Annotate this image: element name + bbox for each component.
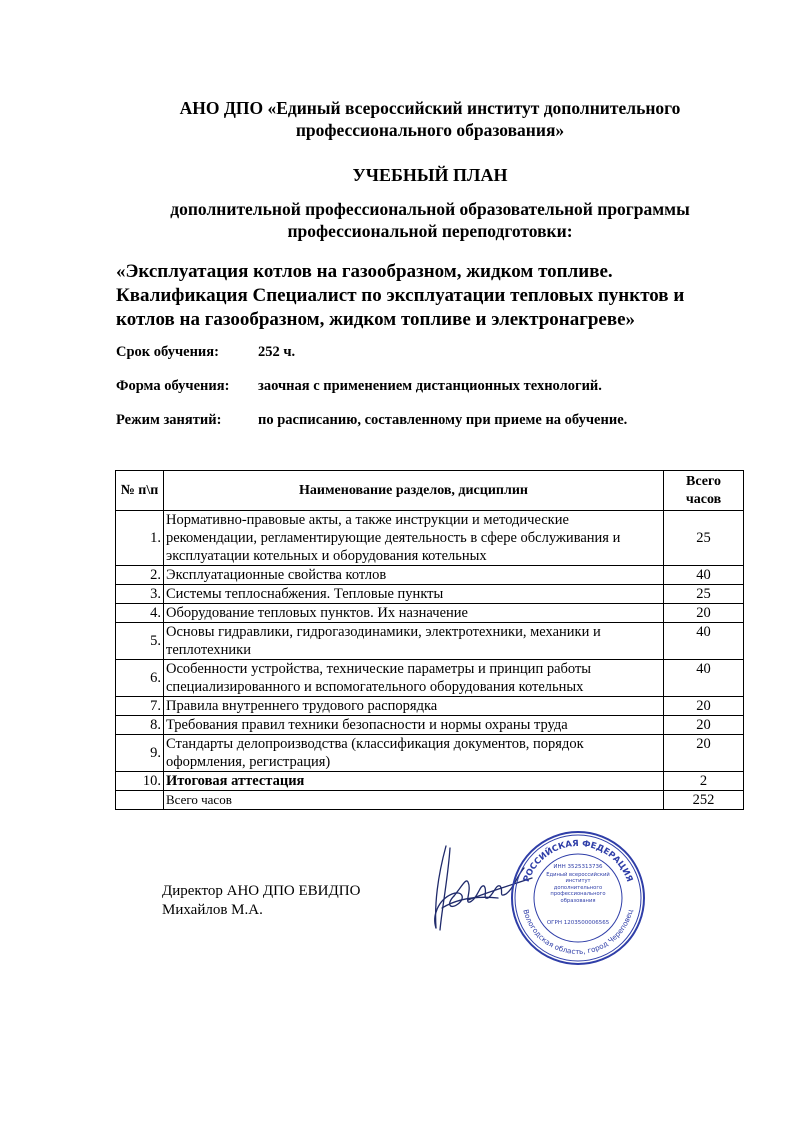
curriculum-table xyxy=(115,470,744,810)
row-number: 1. xyxy=(116,511,164,566)
table-row xyxy=(116,604,744,623)
row-hours: 2 xyxy=(664,772,744,791)
study-form-value: заочная с применением дистанционных технологий. xyxy=(258,378,602,394)
row-hours: 40 xyxy=(664,660,744,697)
total-row xyxy=(116,791,744,810)
table-row xyxy=(116,585,744,604)
program-type-line2: профессиональной переподготовки: xyxy=(287,221,573,241)
table-row xyxy=(116,660,744,697)
organization-title-line2: профессионального образования» xyxy=(295,120,565,140)
stamp-country-text: РОССИЙСКАЯ ФЕДЕРАЦИЯ xyxy=(521,838,635,884)
row-hours: 40 xyxy=(664,623,744,660)
table-row xyxy=(116,511,744,566)
row-discipline: Эксплуатационные свойства котлов xyxy=(164,566,664,585)
duration-row xyxy=(116,343,756,361)
schedule-row xyxy=(116,411,756,429)
organization-stamp xyxy=(508,828,648,968)
row-hours: 40 xyxy=(664,566,744,585)
duration-label: Срок обучения: xyxy=(116,344,219,360)
program-name-line3: котлов на газообразном, жидком топливе и электронагреве» xyxy=(116,309,636,330)
total-label: Всего часов xyxy=(164,791,664,810)
row-discipline: Системы теплоснабжения. Тепловые пункты xyxy=(164,585,664,604)
row-number: 7. xyxy=(116,697,164,716)
organization-title xyxy=(60,97,800,141)
header-number: № п\п xyxy=(116,471,164,511)
stamp-city-text: Вологодская область, город Череповец xyxy=(521,908,635,957)
schedule-label: Режим занятий: xyxy=(116,412,222,428)
row-discipline: Нормативно-правовые акты, а также инструкции и методические рекомендации, регламентирующие деятельность в сфере обслуживания и эксплуатации котельных и оборудования котельных xyxy=(164,511,664,566)
director-position: Директор АНО ДПО ЕВИДПО xyxy=(162,883,361,899)
header-discipline: Наименование разделов, дисциплин xyxy=(164,471,664,511)
header-hours xyxy=(664,471,744,511)
row-hours: 20 xyxy=(664,735,744,772)
row-discipline: Правила внутреннего трудового распорядка xyxy=(164,697,664,716)
row-discipline: Особенности устройства, технические параметры и принцип работы специализированного и вспомогательного оборудования котельных xyxy=(164,660,664,697)
table-row xyxy=(116,623,744,660)
row-discipline: Оборудование тепловых пунктов. Их назначение xyxy=(164,604,664,623)
stamp-org-text-container xyxy=(544,872,612,914)
row-number: 6. xyxy=(116,660,164,697)
row-discipline: Требования правил техники безопасности и нормы охраны труда xyxy=(164,716,664,735)
header-hours-line2: часов xyxy=(685,491,722,507)
table-row xyxy=(116,772,744,791)
document-title: УЧЕБНЫЙ ПЛАН xyxy=(352,165,508,185)
row-number: 8. xyxy=(116,716,164,735)
svg-text:Вологодская область, город Чер xyxy=(521,908,634,956)
row-number: 5. xyxy=(116,623,164,660)
schedule-value: по расписанию, составленному при приеме на обучение. xyxy=(258,412,628,428)
table-row xyxy=(116,735,744,772)
program-type-line1: дополнительной профессиональной образовательной программы xyxy=(170,199,690,219)
row-discipline: Стандарты делопроизводства (классификация документов, порядок оформления, регистрация) xyxy=(164,735,664,772)
total-hours: 252 xyxy=(664,791,744,810)
row-number: 10. xyxy=(116,772,164,791)
total-number xyxy=(116,791,164,810)
program-name-line2: Квалификация Специалист по эксплуатации тепловых пунктов и xyxy=(116,285,685,306)
table-row xyxy=(116,566,744,585)
row-discipline: Основы гидравлики, гидрогазодинамики, электротехники, механики и теплотехники xyxy=(164,623,664,660)
table-row xyxy=(116,697,744,716)
duration-value: 252 ч. xyxy=(258,344,296,360)
program-type xyxy=(60,198,800,242)
header-hours-line1: Всего xyxy=(686,473,721,489)
stamp-org-text: Единый всероссийский институт дополнительного профессионального образования xyxy=(546,872,610,904)
row-discipline: Итоговая аттестация xyxy=(164,772,664,791)
row-number: 4. xyxy=(116,604,164,623)
row-hours: 20 xyxy=(664,604,744,623)
program-name xyxy=(116,260,756,332)
row-number: 2. xyxy=(116,566,164,585)
director-name: Михайлов М.А. xyxy=(162,902,263,918)
program-name-line1: «Эксплуатация котлов на газообразном, жидком топливе. xyxy=(116,261,613,282)
row-number: 9. xyxy=(116,735,164,772)
row-hours: 20 xyxy=(664,716,744,735)
row-number: 3. xyxy=(116,585,164,604)
organization-title-line1: АНО ДПО «Единый всероссийский институт дополнительного xyxy=(179,98,681,118)
table-row xyxy=(116,716,744,735)
study-form-row xyxy=(116,377,756,395)
table-header-row xyxy=(116,471,744,511)
stamp-inn-text: ИНН 3525313736 xyxy=(553,864,603,870)
row-hours: 25 xyxy=(664,511,744,566)
study-form-label: Форма обучения: xyxy=(116,378,230,394)
row-hours: 20 xyxy=(664,697,744,716)
stamp-ogrn-text: ОГРН 1203500006565 xyxy=(546,920,610,926)
signature-block xyxy=(162,882,360,920)
row-hours: 25 xyxy=(664,585,744,604)
